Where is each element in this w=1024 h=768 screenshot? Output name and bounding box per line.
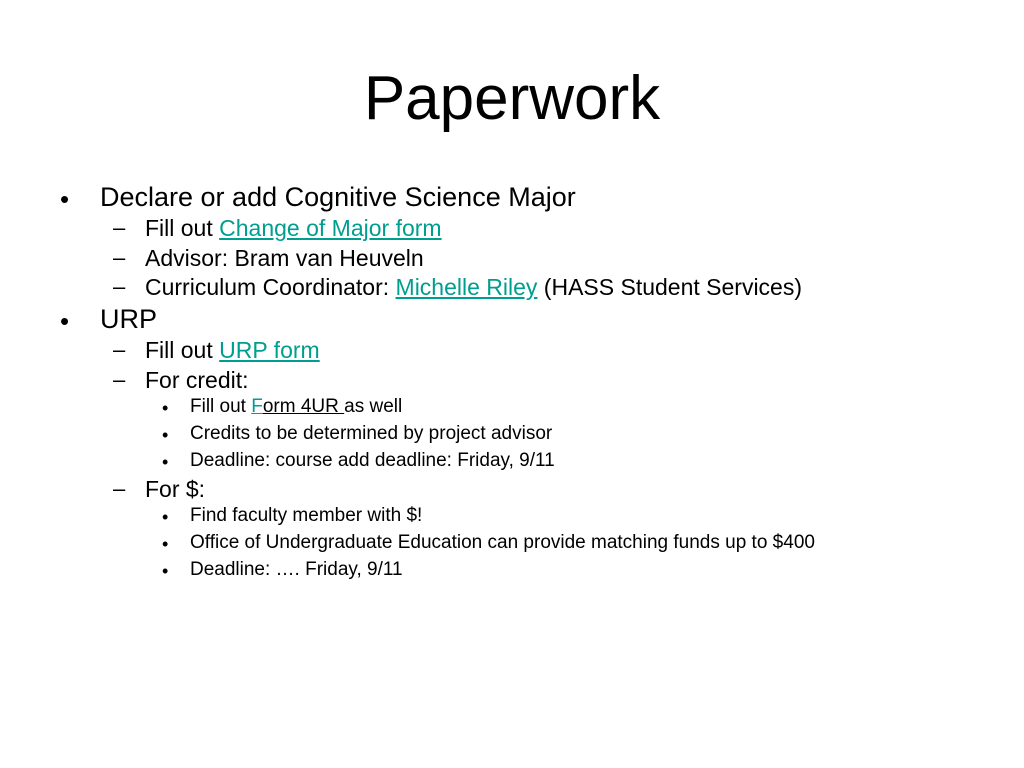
sub-bullet-marker: • [162,425,169,445]
bullet-urp: URP [100,304,158,334]
bullet-marker: • [60,184,70,214]
slide-title: Paperwork [363,64,661,133]
item-prefix: Curriculum Coordinator: [145,274,396,300]
item-advisor: Advisor: Bram van Heuveln [145,245,424,271]
item-prefix: Fill out [145,337,220,363]
item-for-money: For $: [145,476,206,502]
item-for-credit: For credit: [145,367,249,393]
item-money-deadline: Deadline: …. Friday, 9/11 [190,559,403,580]
urp-form-link[interactable]: URP form [219,337,320,363]
item-suffix: as well [344,396,403,417]
sub-bullet-marker: • [162,398,169,418]
dash-marker: – [113,274,126,299]
change-of-major-link[interactable]: Change of Major form [219,215,442,241]
dash-marker: – [113,367,126,392]
dash-marker: – [113,337,126,362]
dash-marker: – [113,215,126,240]
item-urp-form [145,336,320,364]
item-curriculum-coordinator [145,273,802,301]
form-4ur-link-rest[interactable]: orm 4UR [262,396,345,417]
dash-marker: – [113,245,126,270]
michelle-riley-link[interactable]: Michelle Riley [395,274,538,300]
bullet-declare-major: Declare or add Cognitive Science Major [100,182,576,212]
item-suffix: (HASS Student Services) [537,274,803,300]
sub-bullet-marker: • [162,561,169,581]
form-4ur-link-first[interactable]: F [251,396,263,417]
sub-bullet-marker: • [162,507,169,527]
item-prefix: Fill out [190,396,252,417]
item-credit-deadline: Deadline: course add deadline: Friday, 9/11 [190,450,555,471]
item-matching-funds: Office of Undergraduate Education can provide matching funds up to $400 [190,532,815,553]
dash-marker: – [113,476,126,501]
sub-bullet-marker: • [162,452,169,472]
sub-bullet-marker: • [162,534,169,554]
item-form-4ur [190,395,402,419]
item-credits-determined: Credits to be determined by project advisor [190,423,553,444]
bullet-marker: • [60,306,70,336]
item-find-faculty: Find faculty member with $! [190,505,423,526]
item-change-of-major [145,214,442,242]
item-prefix: Fill out [145,215,220,241]
